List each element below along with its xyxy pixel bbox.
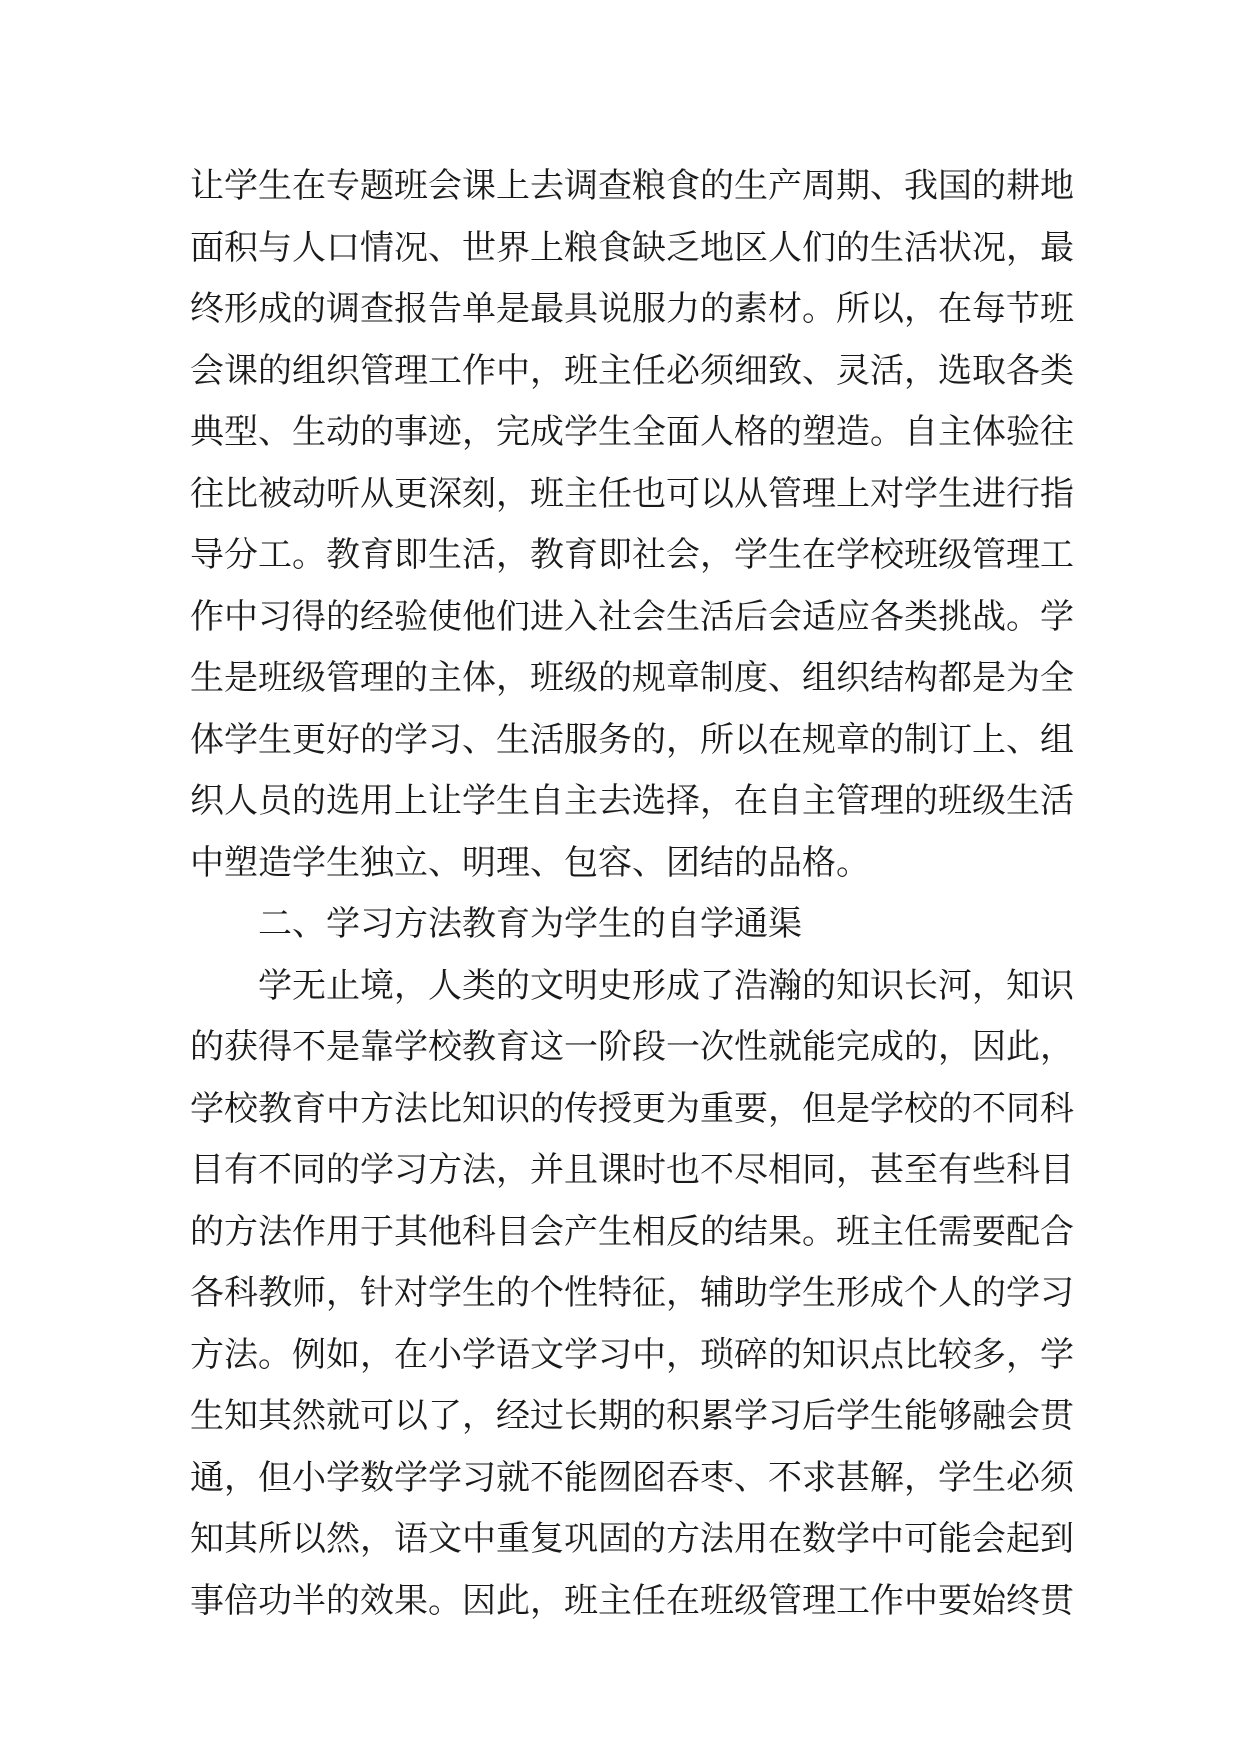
document-body: [190, 156, 1074, 1632]
text-line: 生是班级管理的主体，班级的规章制度、组织结构都是为全: [190, 658, 1074, 698]
text-line: 事倍功半的效果。因此，班主任在班级管理工作中要始终贯: [190, 1580, 1074, 1621]
text-line: 方法。例如，在小学语文学习中，琐碎的知识点比较多，学: [190, 1334, 1074, 1375]
section-heading: 二、学习方法教育为学生的自学通渠: [258, 904, 802, 944]
text-line: 中塑造学生独立、明理、包容、团结的品格。: [190, 842, 870, 883]
text-line: 让学生在专题班会课上去调查粮食的生产周期、我国的耕地: [190, 166, 1074, 206]
text-line: 知其所以然，语文中重复巩固的方法用在数学中可能会起到: [190, 1519, 1074, 1559]
text-line: 学无止境，人类的文明史形成了浩瀚的知识长河，知识: [258, 965, 1074, 1006]
text-line: 各科教师，针对学生的个性特征，辅助学生形成个人的学习: [190, 1273, 1074, 1313]
text-line: 通，但小学数学学习就不能囫囵吞枣、不求甚解，学生必须: [190, 1457, 1074, 1498]
text-line: 面积与人口情况、世界上粮食缺乏地区人们的生活状况，最: [190, 227, 1074, 268]
text-line: 目有不同的学习方法，并且课时也不尽相同，甚至有些科目: [190, 1150, 1074, 1190]
text-line: 会课的组织管理工作中，班主任必须细致、灵活，选取各类: [190, 350, 1074, 391]
text-line: 生知其然就可以了，经过长期的积累学习后学生能够融会贯: [190, 1396, 1074, 1436]
text-line: 体学生更好的学习、生活服务的，所以在规章的制订上、组: [190, 719, 1074, 760]
text-line: 作中习得的经验使他们进入社会生活后会适应各类挑战。学: [190, 596, 1074, 637]
text-line: 往比被动听从更深刻，班主任也可以从管理上对学生进行指: [190, 473, 1074, 514]
text-line: 导分工。教育即生活，教育即社会，学生在学校班级管理工: [190, 535, 1074, 575]
text-line: 的方法作用于其他科目会产生相反的结果。班主任需要配合: [190, 1211, 1074, 1252]
text-line: 终形成的调查报告单是最具说服力的素材。所以，在每节班: [190, 289, 1074, 329]
text-line: 典型、生动的事迹，完成学生全面人格的塑造。自主体验往: [190, 412, 1074, 452]
paragraph-1: [190, 156, 1074, 894]
text-line: 学校教育中方法比知识的传授更为重要，但是学校的不同科: [190, 1088, 1074, 1129]
paragraph-2: [190, 956, 1074, 1633]
text-line: 织人员的选用上让学生自主去选择，在自主管理的班级生活: [190, 781, 1074, 821]
text-line: 的获得不是靠学校教育这一阶段一次性就能完成的，因此，: [190, 1027, 1074, 1067]
